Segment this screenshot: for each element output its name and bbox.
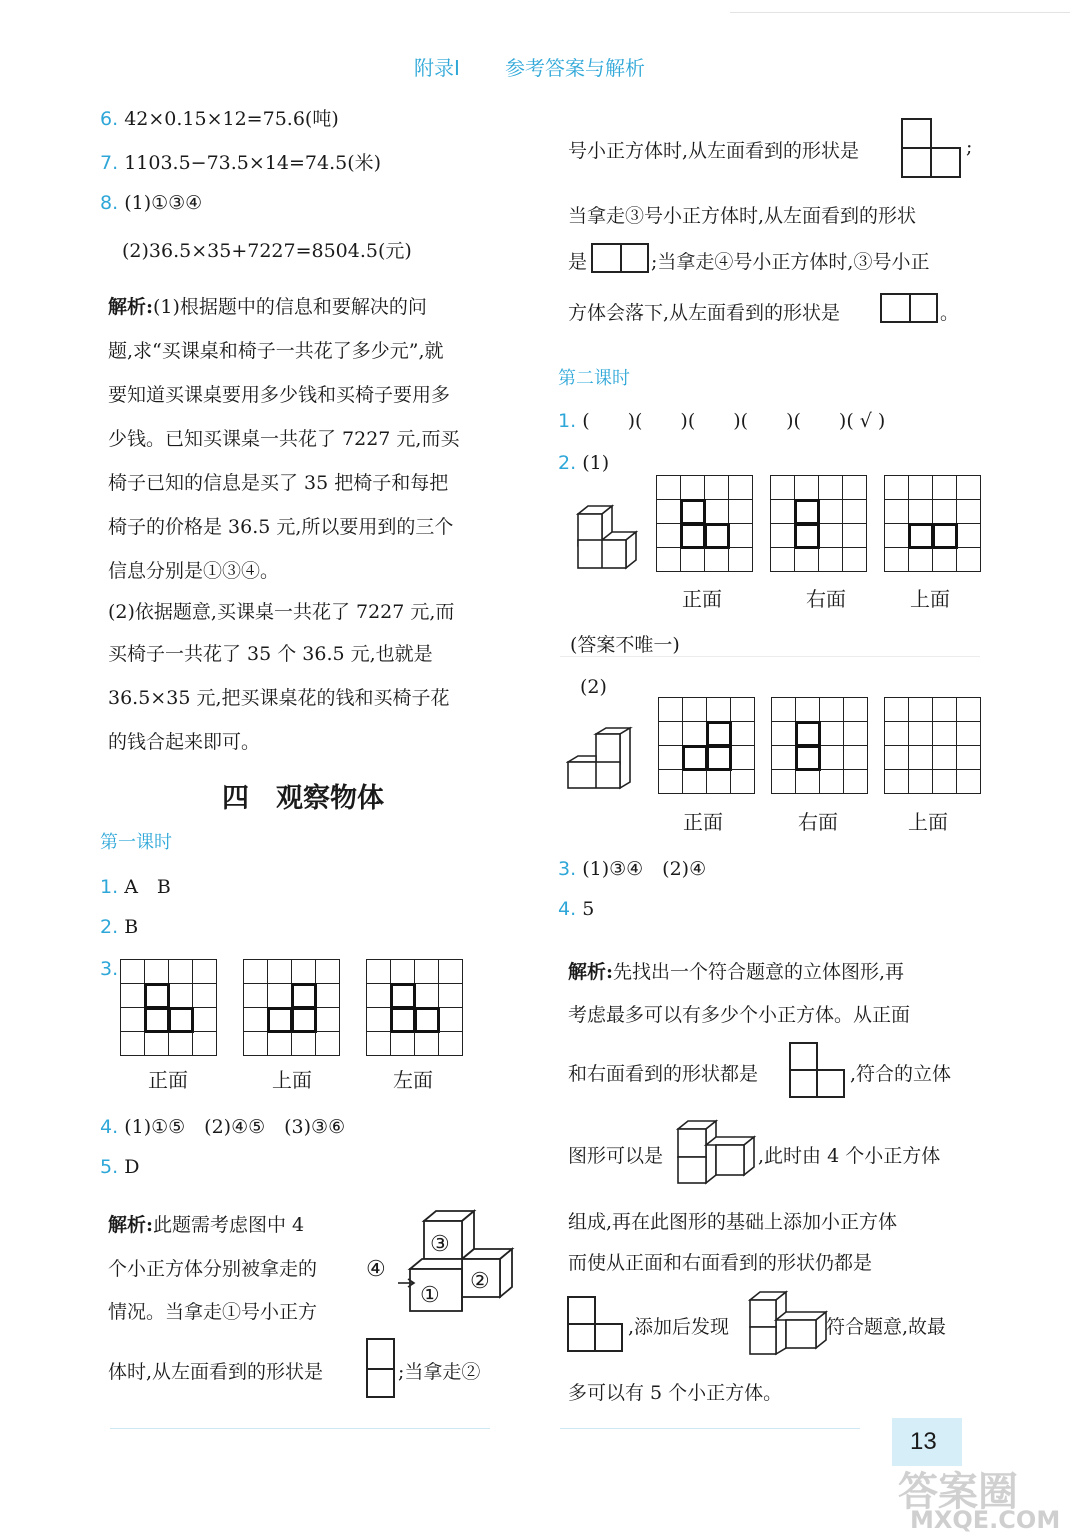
- lesson-1-heading: 第一课时: [100, 832, 172, 853]
- grid-2-1-front: [656, 475, 753, 572]
- shape-two-squares-2: [880, 293, 938, 323]
- solid-figure-2: [566, 726, 634, 792]
- lesson2-answer-4: 4. 5: [558, 898, 595, 920]
- lesson2-answer-2: 2. (1): [558, 452, 610, 474]
- lesson1-answer-3-number: 3.: [100, 958, 119, 980]
- analysis-2-line-1: 解析:此题需考虑图中 4: [108, 1214, 305, 1236]
- lesson2-answer-3: 3. (1)③④ (2)④: [558, 858, 707, 880]
- watermark-logo: 答案圈: [898, 1469, 1018, 1515]
- cube-arrangement-diagram: [362, 1205, 522, 1315]
- label-2-1-top: 上面: [910, 587, 950, 611]
- answer-8-part1: 8. (1)①③④: [100, 192, 203, 214]
- analysis-1-line-10: 36.5×35 元,把买课桌花的钱和买椅子花: [108, 687, 450, 709]
- label-2-1-right: 右面: [806, 587, 846, 611]
- grid-2-1-top: [884, 475, 981, 572]
- grid-top-view: [243, 959, 340, 1056]
- grid-2-2-top: [884, 697, 981, 794]
- analysis-1-line-4: 少钱。已知买课桌一共花了 7227 元,而买: [108, 428, 460, 450]
- analysis-3-line-1: 解析:先找出一个符合题意的立体图形,再: [568, 961, 905, 983]
- right-line-4a: 方体会落下,从左面看到的形状是: [568, 302, 841, 324]
- analysis-3-line-6: 而使从正面和右面看到的形状仍都是: [568, 1252, 873, 1274]
- grid-2-2-front: [658, 697, 755, 794]
- lesson1-answer-1: 1. A B: [100, 876, 171, 898]
- right-line-4b: 。: [940, 302, 960, 324]
- analysis-3-line-8: 多可以有 5 个小正方体。: [568, 1382, 783, 1404]
- solid-figure-1: [576, 500, 640, 572]
- shape-l-view-3: [566, 1295, 626, 1353]
- analysis-3-line-4b: ,此时由 4 个小正方体: [758, 1145, 941, 1167]
- shape-l-view-2: [788, 1041, 848, 1099]
- shape-l-view-1: [900, 117, 964, 179]
- grid-2-2-right: [771, 697, 868, 794]
- analysis-3-line-2: 考虑最多可以有多少个小正方体。从正面: [568, 1004, 911, 1026]
- lesson2-answer-2-part2: (2): [580, 676, 607, 698]
- label-front: 正面: [148, 1068, 188, 1092]
- grid-front-view: [120, 959, 217, 1056]
- shape-vertical-2: [366, 1338, 395, 1398]
- analysis-1-line-5: 椅子已知的信息是买了 35 把椅子和每把: [108, 472, 449, 494]
- cube-1-label: ①: [420, 1283, 440, 1308]
- analysis-1-line-9: 买椅子一共花了 35 个 36.5 元,也就是: [108, 643, 433, 665]
- analysis-1-line-2: 题,求“买课桌和椅子一共花了多少元”,就: [108, 340, 444, 362]
- header-title: 参考答案与解析: [505, 56, 645, 80]
- answer-6: 6. 42×0.15×12=75.6(吨): [100, 108, 339, 130]
- label-2-1-front: 正面: [682, 587, 722, 611]
- right-line-1b: ;: [966, 136, 973, 158]
- analysis-label: 解析:: [108, 296, 154, 318]
- answer-8-part2: (2)36.5×35+7227=8504.5(元): [122, 240, 412, 262]
- analysis-2-line-2: 个小正方体分别被拿走的: [108, 1258, 318, 1280]
- label-top: 上面: [272, 1068, 312, 1092]
- shape-two-squares-1: [591, 243, 649, 273]
- label-left: 左面: [393, 1068, 433, 1092]
- right-line-2: 当拿走③号小正方体时,从左面看到的形状: [568, 205, 917, 227]
- cube-2-label: ②: [470, 1269, 490, 1294]
- right-line-3a: 是: [568, 251, 588, 273]
- analysis-1-line-7: 信息分别是①③④。: [108, 560, 280, 582]
- lesson1-answer-4: 4. (1)①⑤ (2)④⑤ (3)③⑥: [100, 1116, 346, 1138]
- analysis-2-line-4b: ;当拿走②: [398, 1361, 481, 1383]
- analysis-3-line-3b: ,符合的立体: [850, 1063, 952, 1085]
- label-2-2-right: 右面: [798, 810, 838, 834]
- watermark-url: MXQE.COM: [910, 1506, 1061, 1534]
- analysis-label: 解析:: [568, 961, 614, 983]
- label-2-2-front: 正面: [683, 810, 723, 834]
- analysis-3-line-7b: ,添加后发现: [628, 1316, 730, 1338]
- right-line-3b: ;当拿走④号小正方体时,③号小正: [651, 251, 930, 273]
- analysis-1-line-8: (2)依据题意,买课桌一共花了 7227 元,而: [108, 601, 455, 623]
- right-line-1a: 号小正方体时,从左面看到的形状是: [568, 140, 860, 162]
- solid-figure-4: [748, 1290, 828, 1356]
- chapter-title: 四 观察物体: [222, 783, 384, 814]
- cube-4-label: ④: [366, 1257, 386, 1282]
- appendix-label: 附录Ⅰ: [414, 56, 460, 80]
- answer-7: 7. 1103.5−73.5×14=74.5(米): [100, 152, 382, 174]
- analysis-3-line-5: 组成,再在此图形的基础上添加小正方体: [568, 1211, 898, 1233]
- analysis-label: 解析:: [108, 1214, 154, 1236]
- analysis-2-line-4a: 体时,从左面看到的形状是: [108, 1361, 324, 1383]
- solid-figure-3: [676, 1117, 758, 1187]
- analysis-3-line-4a: 图形可以是: [568, 1145, 664, 1167]
- lesson2-answer-1: 1. ( )( )( )( )( )( √ ): [558, 410, 886, 432]
- label-2-2-top: 上面: [908, 810, 948, 834]
- lesson1-answer-5: 5. D: [100, 1156, 140, 1178]
- analysis-3-line-3a: 和右面看到的形状都是: [568, 1063, 759, 1085]
- analysis-1-line-6: 椅子的价格是 36.5 元,所以要用到的三个: [108, 516, 454, 538]
- lesson-2-heading: 第二课时: [558, 368, 630, 389]
- grid-left-view: [366, 959, 463, 1056]
- analysis-1-line-11: 的钱合起来即可。: [108, 731, 261, 753]
- analysis-3-line-7c: 符合题意,故最: [826, 1316, 947, 1338]
- analysis-1-line-1: 解析:(1)根据题中的信息和要解决的问: [108, 296, 427, 318]
- analysis-1-line-3: 要知道买课桌要用多少钱和买椅子要用多: [108, 384, 451, 406]
- answer-not-unique-note: (答案不唯一): [570, 634, 680, 656]
- grid-2-1-right: [770, 475, 867, 572]
- lesson1-answer-2: 2. B: [100, 916, 139, 938]
- cube-3-label: ③: [430, 1232, 450, 1257]
- page-number: 13: [910, 1428, 937, 1455]
- analysis-2-line-3: 情况。当拿走①号小正方: [108, 1301, 318, 1323]
